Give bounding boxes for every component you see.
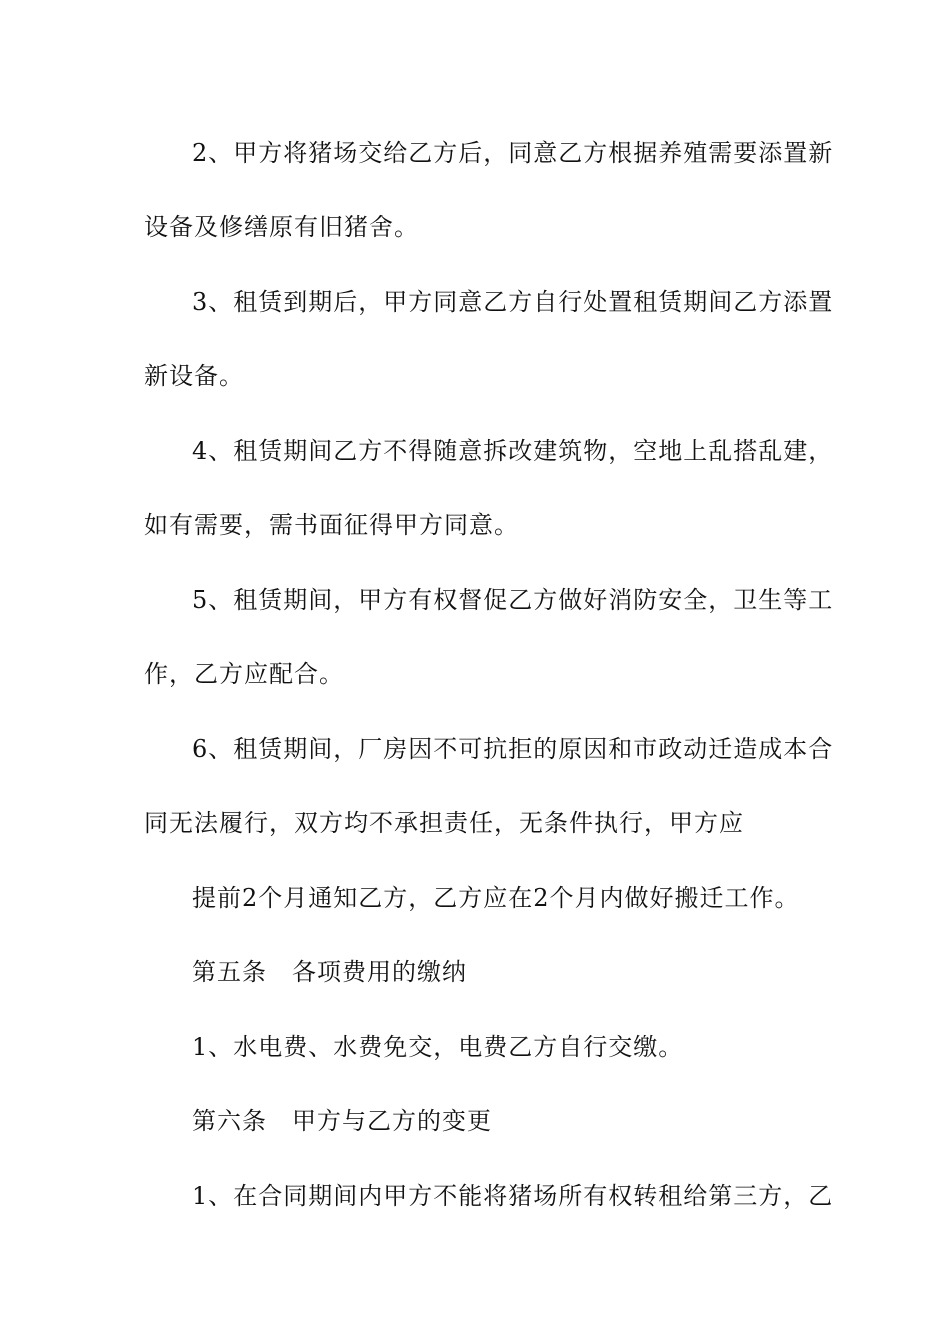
paragraph-5-line-2: 作，乙方应配合。 (144, 660, 344, 688)
paragraph-notice: 提前2个月通知乙方，乙方应在2个月内做好搬迁工作。 (192, 884, 800, 912)
article-5-heading: 第五条 各项费用的缴纳 (192, 958, 467, 986)
paragraph-3-line-2: 新设备。 (144, 362, 244, 390)
paragraph-4-line-2: 如有需要，需书面征得甲方同意。 (144, 511, 519, 539)
paragraph-2-line-1: 2、甲方将猪场交给乙方后，同意乙方根据养殖需要添置新 (192, 139, 834, 167)
paragraph-2-line-2: 设备及修缮原有旧猪舍。 (144, 213, 419, 241)
paragraph-3-line-1: 3、租赁到期后，甲方同意乙方自行处置租赁期间乙方添置 (192, 288, 834, 316)
article-5-item-1: 1、水电费、水费免交，电费乙方自行交缴。 (192, 1033, 684, 1061)
paragraph-5-line-1: 5、租赁期间，甲方有权督促乙方做好消防安全，卫生等工 (192, 586, 834, 614)
paragraph-6-line-2: 同无法履行，双方均不承担责任，无条件执行，甲方应 (144, 809, 744, 837)
paragraph-4-line-1: 4、租赁期间乙方不得随意拆改建筑物，空地上乱搭乱建， (192, 437, 834, 465)
article-6-item-1-line-1: 1、在合同期间内甲方不能将猪场所有权转租给第三方，乙 (192, 1182, 834, 1210)
article-6-heading: 第六条 甲方与乙方的变更 (192, 1107, 492, 1135)
paragraph-6-line-1: 6、租赁期间，厂房因不可抗拒的原因和市政动迁造成本合 (192, 735, 834, 763)
